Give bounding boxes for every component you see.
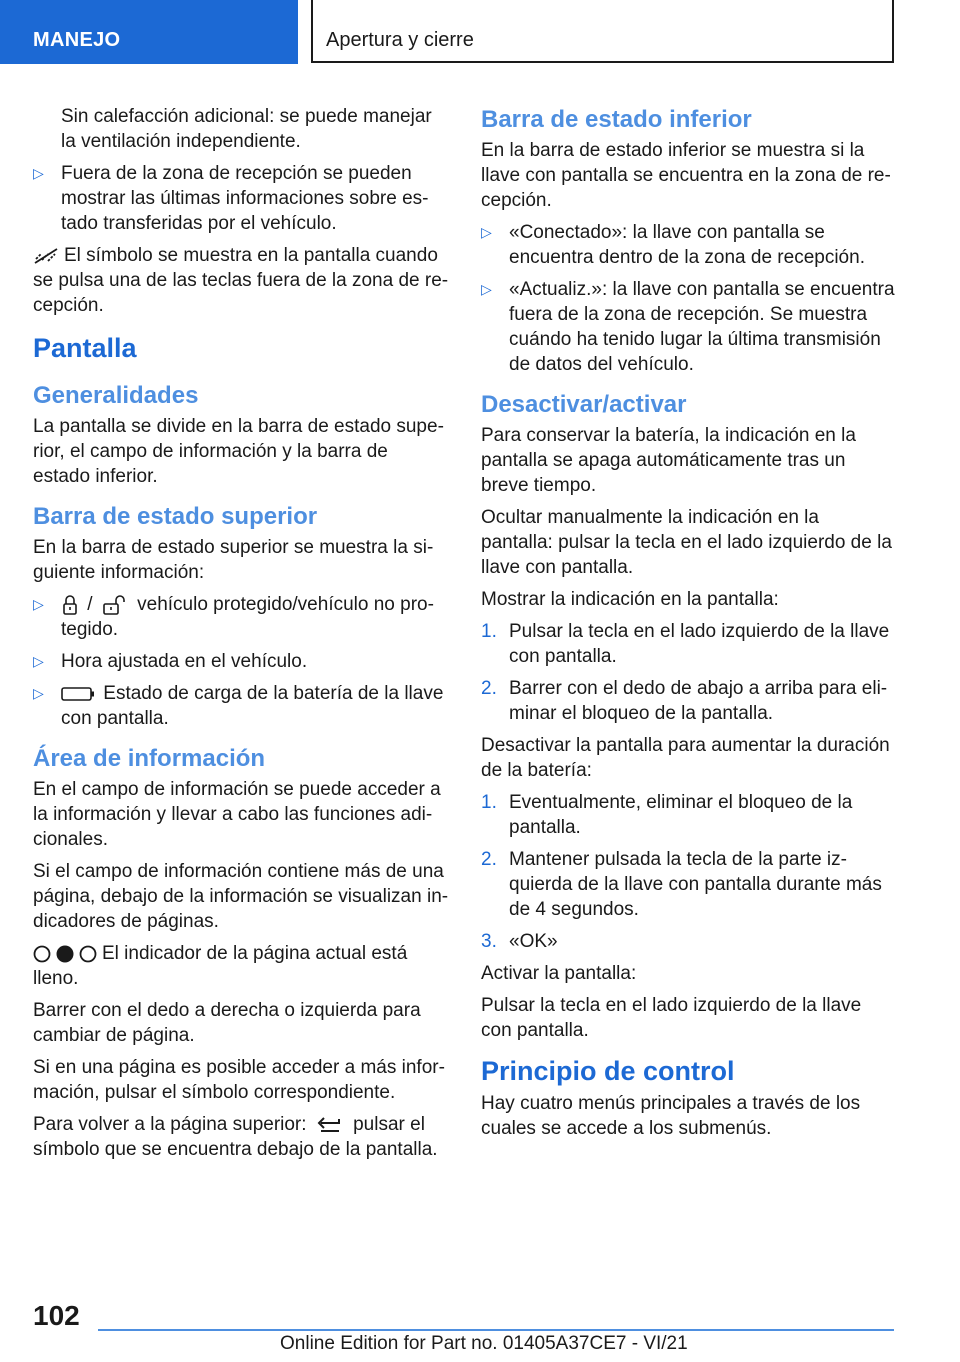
bullet-marker: ▷ [33,653,44,669]
paragraph: La pantalla se divide en la barra de estado superior, el campo de información y la barra de estado inferior. [33,416,444,487]
paragraph: En el campo de información se puede acceder a la información y llevar a cabo las funciones adicionales. [33,779,441,850]
paragraph: El indicador de la página actual está lleno. [33,943,408,989]
paragraph: Ocultar manualmente la indicación en la pantalla: pulsar la tecla en el lado izquierdo de la llave con pantalla. [481,507,892,578]
list-item: 2. Mantener pulsada la tecla de la parte izquierda de la llave con pantalla durante más de 4 segundos. [481,849,882,920]
bullet-list [33,592,449,731]
heading-principio-control: Principio de control [481,1056,735,1086]
paragraph: Para conservar la batería, la indicación en la pantalla se apaga automáticamente tras un breve tiempo. [481,425,856,496]
paragraph: El símbolo se muestra en la pantalla cuando se pulsa una de las teclas fuera de la zona de recepción. [33,245,449,316]
bullet-marker: ▷ [33,596,44,612]
page-number: 102 [33,1300,80,1331]
paragraph: En la barra de estado superior se muestra la siguiente información: [33,537,434,583]
paragraph: Pulsar la tecla en el lado izquierdo de la llave con pantalla. [481,995,862,1041]
list-item: 1. Eventualmente, eliminar el bloqueo de la pantalla. [481,792,853,838]
chapter-title: Apertura y cierre [326,29,474,51]
section-title: MANEJO [33,29,121,51]
step-number: 2. [481,678,497,699]
paragraph: En la barra de estado inferior se muestra si la llave con pantalla se encuentra en la zona de recepción. [481,140,891,211]
paragraph: Barrer con el dedo a derecha o izquierda para cambiar de página. [33,1000,421,1046]
bullet-list [481,220,895,377]
chapter-tab [311,0,894,63]
paragraph: Mostrar la indicación en la pantalla: [481,589,779,610]
bullet-marker: ▷ [481,224,492,240]
list-item: ▷ Estado de carga de la batería de la llave con pantalla. [33,683,444,729]
bullet-marker: ▷ [33,165,44,181]
lock-open-icon [101,594,129,616]
paragraph: Activar la pantalla: [481,963,637,984]
list-item: ▷ «Conectado»: la llave con pantalla se encuentra dentro de la zona de recepción. [481,222,865,268]
numbered-list [481,619,895,726]
paragraph: Hay cuatro menús principales a través de los cuales se accede a los submenús. [481,1093,861,1139]
list-item: ▷ / vehículo protegido/vehículo no protegido. [33,594,434,640]
list-item: ▷ Hora ajustada en el vehículo. [33,651,308,672]
step-number: 1. [481,792,497,813]
heading-generalidades: Generalidades [33,382,199,409]
bullet-marker: ▷ [481,281,492,297]
back-arrow-icon [315,1116,345,1134]
heading-pantalla: Pantalla [33,333,137,363]
battery-icon [61,686,95,702]
heading-desactivar-activar: Desactivar/activar [481,391,687,418]
paragraph: Sin calefacción adicional: se puede manejar la ventilación independiente. [61,106,432,152]
heading-area-informacion: Área de información [33,745,266,772]
step-number: 3. [481,931,497,952]
paragraph: Si el campo de información contiene más de una página, debajo de la información se visualizan indicadores de páginas. [33,861,449,932]
page-indicator-icon [33,944,99,964]
list-item: ▷ «Actualiz.»: la llave con pantalla se encuentra fuera de la zona de recepción. Se muestra cuándo ha tenido lugar la última transmisión de datos del vehículo. [481,279,895,375]
lock-closed-icon [61,594,79,616]
paragraph: Si en una página es posible acceder a más información, pulsar el símbolo correspondiente. [33,1057,445,1103]
right-column [481,104,895,1148]
footer-edition: Online Edition for Part no. 01405A37CE7 - VI/21 [280,1333,688,1354]
list-item: 1. Pulsar la tecla en el lado izquierdo de la llave con pantalla. [481,621,890,667]
footer-divider [98,1329,894,1331]
list-item: 3. «OK» [481,931,558,952]
heading-barra-superior: Barra de estado superior [33,503,318,530]
no-signal-icon [33,247,61,265]
paragraph: Desactivar la pantalla para aumentar la duración de la batería: [481,735,890,781]
heading-barra-inferior: Barra de estado inferior [481,106,752,133]
section-tab [0,0,298,64]
paragraph: Para volver a la página superior: pulsar el símbolo que se encuentra debajo de la pantalla. [33,1114,438,1160]
bullet-marker: ▷ [33,685,44,701]
list-item: ▷ Fuera de la zona de recepción se pueden mostrar las últimas informaciones sobre estado transferidas por el vehículo. [33,163,429,234]
step-number: 2. [481,849,497,870]
bullet-list [33,161,449,236]
left-column [33,104,449,1169]
numbered-list [481,790,895,954]
list-item: 2. Barrer con el dedo de abajo a arriba para eliminar el bloqueo de la pantalla. [481,678,888,724]
step-number: 1. [481,621,497,642]
